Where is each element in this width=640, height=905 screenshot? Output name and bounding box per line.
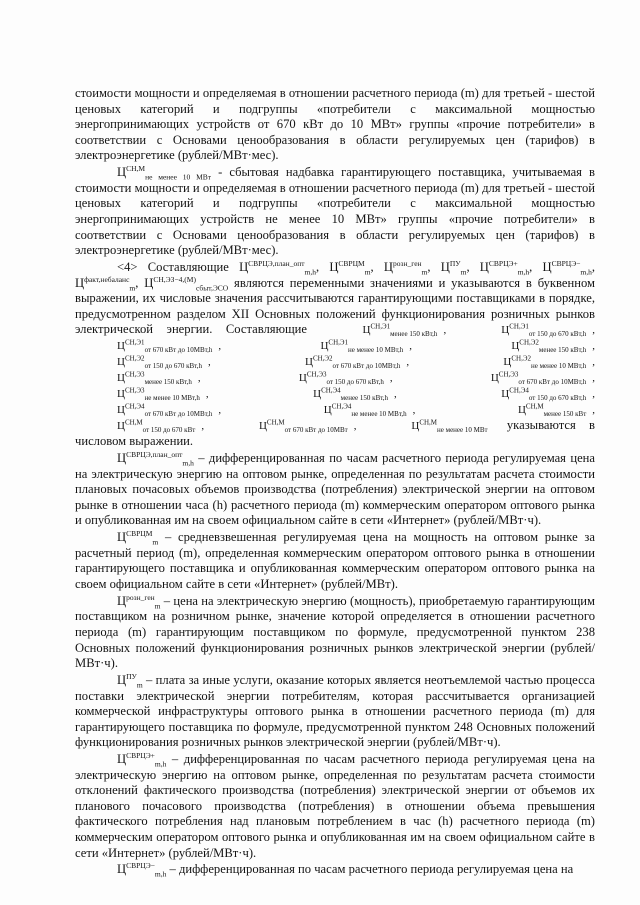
document-body: [75, 86, 595, 879]
definition-text: – дифференцированная по часам расчетного периода регулируемая цена на: [166, 862, 574, 877]
formula-symbol: $Ц^{СН,Э4}_{не менее 10 МВт,h}$: [323, 402, 407, 419]
definition-text: – дифференцированная по часам расчетного периода регулируемая цена на электрическую энергию на оптовом рынке, определенная по результатам расчета стоимости плановых почасовых объемов производства (потребления) электрической энергии на оптовом рынке в отношении часа (h) расчетного периода (m) коммерческим оператором оптового рынка и опубликованная им на своем официальном сайте в сети «Интернет» (рублей/МВт·ч).: [75, 451, 595, 528]
formula-symbol: $Ц^{СН,Э1}_{менее 150 кВт,h}$: [362, 322, 438, 339]
formula-symbol: $Ц^{СН,Э1}_{не менее 10 МВт,h}$: [320, 338, 404, 355]
paragraph-4-lead: Составляющие: [147, 259, 229, 274]
formula-symbol: $Ц^{СН,Э4}_{от 670 кВт до 10МВт,h}$: [117, 402, 213, 419]
formula-symbol: $Ц^{СН,М}_{от 150 до 670 кВт}$: [117, 418, 196, 435]
formula-symbol: $Ц^{СН,Э3}_{не менее 10 МВт,h}$: [117, 386, 200, 403]
definition-paragraph: [75, 673, 595, 751]
formula-symbol: $Ц^{СВРЦЭ+}_{m,h}$: [117, 750, 167, 769]
formula-symbol: $Ц^{СН,Э3}_{от 670 кВт до 10МВт,h}$: [490, 370, 587, 387]
formula-grid: $Ц^{СН,Э1}_{менее 150 кВт,h}$ , $Ц^{СН,Э1}_{от 150 до 670 кВт,h}$ , $Ц^{СН,Э1}_{от 670 кВт до 10МВт,h}$ , $Ц^{СН,Э1}_{не менее 10 МВт,h}$ , $Ц^{СН,Э2}_{менее 150 кВт,h}$ , $Ц^{СН,Э2}_{от 150 до 670 кВт,h}$ , $Ц^{СН,Э2}_{от 670 кВт до 10МВт,h}$ , $Ц^{СН,Э2}_{не менее 10 МВт,h}$ , $Ц^{СН,Э3}_{менее 150 кВт,h}$ , $Ц^{СН,Э3}_{от 150 до 670 кВт,h}$ , $Ц^{СН,Э3}_{от 670 кВт до 10МВт,h}$ , $Ц^{СН,Э3}_{не менее 10 МВт,h}$ , $Ц^{СН,Э4}_{менее 150 кВт,h}$ , $Ц^{СН,Э4}_{от 150 до 670 кВт,h}$ , $Ц^{СН,Э4}_{от 670 кВт до 10МВт,h}$ , $Ц^{СН,Э4}_{не менее 10 МВт,h}$ , $Ц^{СН,М}_{менее 150 кВт}$ , $Ц^{СН,М}_{от 150 до 670 кВт}$ , $Ц^{СН,М}_{от 670 кВт до 10МВт}$ , $Ц^{СН,М}_{не менее 10 МВт}$: [75, 324, 595, 432]
paragraph-4-text: являются переменными значениями и указываются в буквенном выражении, их числовые значения рассчитываются гарантирующими поставщиками в порядке, предусмотренном разделом XII Основных положений функционирования розничных рынков электрической энергии. Составляющие: [75, 275, 596, 337]
formula-symbol: $Ц^{СН,Э3}_{менее 150 кВт,h}$: [117, 370, 192, 387]
definition-text: – дифференцированная по часам расчетного периода регулируемая цена на электрическую энергию на оптовом рынке, определенная по результатам расчета стоимости отклонений фактического производства (потребления) электрической энергии от объемов их планового почасового производства (потребления) в отношении объема превышения фактического потребления над плановым потреблением в час (h) расчетного периода (m) коммерческим оператором оптового рынка и опубликованная им на своем официальном сайте в сети «Интернет» (рублей/МВт·ч).: [75, 752, 595, 860]
formula-symbol: $Ц^{СН,Э2}_{менее 150 кВт,h}$: [511, 338, 587, 355]
formula-symbol: $Ц^{СВРЦЭ-}_{m,h}$: [542, 258, 592, 277]
definitions-list: [75, 451, 595, 878]
formula-symbol: $Ц^{СН,ЭЗ-4,(М)}_{сбыт,ЭСО}$: [144, 274, 229, 293]
definition-paragraph: [75, 451, 595, 529]
formula-symbol: $Ц^{СН,Э4}_{менее 150 кВт,h}$: [313, 386, 389, 403]
paragraph-4: [75, 260, 595, 450]
definition-text: – плата за иные услуги, оказание которых является неотъемлемой частью процесса поставки электрической энергии потребителям, которая рассчитывается организацией коммерческой инфраструктуры оптового рынка в отношении расчетного периода (m) для гарантирующего поставщика по формуле, предусмотренной пунктом 248 Основных положений функционирования розничных рынков электрической энергии (рублей/МВт·ч).: [75, 672, 595, 750]
definition-paragraph: [75, 752, 595, 861]
formula-symbol: $Ц^{розн\_ген}_m$: [383, 258, 428, 277]
definition-text: – средневзвешенная регулируемая цена на мощность на оптовом рынке за расчетный период (m), определенная коммерческим оператором оптового рынка в отношении гарантирующего поставщика и опубликованная коммерческим оператором оптового рынка на своем официальном сайте в сети «Интернет» (рублей/МВт).: [75, 530, 595, 591]
formula-symbol: $Ц^{розн\_ген}_m$: [117, 592, 161, 611]
formula-symbol: $Ц^{СН,М}_{не менее 10 МВт}$: [117, 163, 212, 182]
formula-symbol: $Ц^{факт,небаланс}_m$: [75, 274, 136, 293]
formula-symbol: $Ц^{СВРЦЭ,план\_опт}_{m,h}$: [117, 449, 194, 468]
formula-symbol: $Ц^{ПУ}_m$: [117, 671, 143, 690]
formula-symbol: $Ц^{СН,М}_{от 670 кВт до 10МВт}$: [258, 418, 348, 435]
formula-symbol: $Ц^{ПУ}_m$: [440, 258, 467, 277]
formula-symbol-list: $Ц^{СВРЦЭ,план\_опт}_{m,h}$, $Ц^{СВРЦМ}_m$, $Ц^{розн\_ген}_m$, $Ц^{ПУ}_m$, $Ц^{СВРЦЭ+}_{m,h}$, $Ц^{СВРЦЭ-}_{m,h}$, $Ц^{факт,небаланс}_m$, $Ц^{СН,ЭЗ-4,(М)}_{сбыт,ЭСО}$: [75, 258, 596, 293]
definition-paragraph: [75, 862, 595, 878]
formula-symbol: $Ц^{СВРЦЭ-}_{m,h}$: [117, 861, 167, 879]
formula-symbol: $Ц^{СН,Э2}_{от 150 до 670 кВт,h}$: [117, 354, 202, 371]
paragraph-nm: $Ц^{СН,М}_{не менее 10 МВт}$ - сбытовая надбавка гарантирующего поставщика, учитываемая в стоимости мощности и определяемая в отношении расчетного периода (m) для третьей - шестой ценовых категорий и подгруппы «потребители с максимальной мощностью энергопринимающих устройств не менее 10 МВт» группы «прочие потребители» в соответствии с Основами ценообразования в области регулируемых цен (тарифов) в электроэнергетике (рублей/МВт·мес).: [75, 163, 595, 258]
formula-symbol: $Ц^{СН,Э1}_{от 150 до 670 кВт,h}$: [501, 322, 587, 339]
paragraph-4-tail: указываются в числовом выражении.: [75, 418, 596, 449]
footnote-number: <4>: [117, 259, 138, 274]
formula-symbol: $Ц^{СН,Э1}_{от 670 кВт до 10МВт,h}$: [117, 338, 213, 355]
formula-symbol: $Ц^{СВРЦМ}_m$: [117, 529, 159, 547]
formula-symbol: $Ц^{СВРЦЭ+}_{m,h}$: [479, 258, 530, 277]
formula-symbol: $Ц^{СН,М}_{менее 150 кВт}$: [517, 402, 587, 419]
formula-symbol: $Ц^{СН,Э3}_{от 150 до 670 кВт,h}$: [298, 370, 384, 387]
definition-paragraph: [75, 594, 595, 672]
definition-text: – цена на электрическую энергию (мощность), приобретаемую гарантирующим поставщиком на розничном рынке, значение которой определяется в отношении расчетного периода (m) гарантирующим поставщиком по формуле, предусмотренной пунктом 238 Основных положений функционирования розничных рынков электрической энергии (рублей/МВт·ч).: [75, 593, 595, 671]
formula-symbol: $Ц^{СН,М}_{не менее 10 МВт}$: [411, 418, 488, 435]
formula-symbol: $Ц^{СВРЦМ}_m$: [329, 258, 371, 277]
paragraph-top: стоимости мощности и определяемая в отношении расчетного периода (m) для третьей - шестой ценовых категорий и подгруппы «потребители с максимальной мощностью энергопринимающих устройств от 670 кВт до 10 МВт» группы «прочие потребители» в соответствии с Основами ценообразования в области регулируемых цен (тарифов) в электроэнергетике (рублей/МВт·мес).: [75, 86, 595, 163]
formula-symbol: $Ц^{СН,Э2}_{от 670 кВт до 10МВт,h}$: [304, 354, 401, 371]
formula-symbol: $Ц^{СН,Э4}_{от 150 до 670 кВт,h}$: [501, 386, 587, 403]
formula-symbol: $Ц^{СВРЦЭ,план\_опт}_{m,h}$: [239, 258, 316, 277]
formula-symbol: $Ц^{СН,Э2}_{не менее 10 МВт,h}$: [503, 354, 587, 371]
definition-paragraph: [75, 530, 595, 592]
